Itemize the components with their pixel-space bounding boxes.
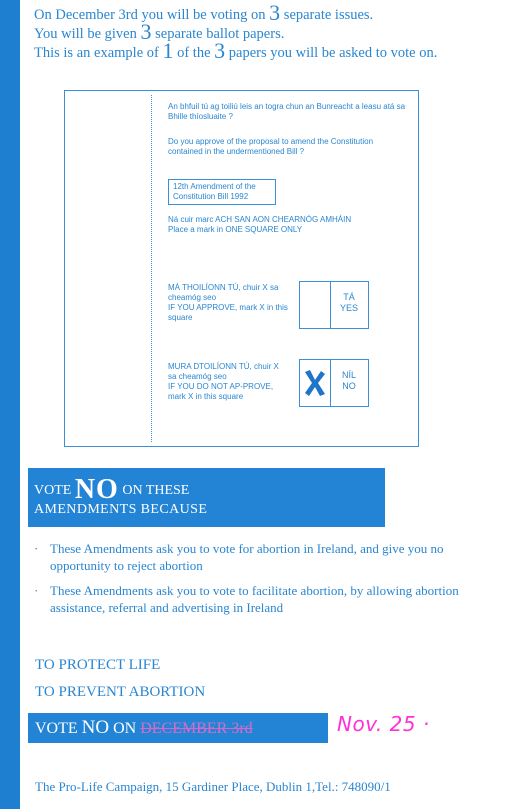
intro-line-2: You will be given 3 separate ballot papers. <box>34 19 285 44</box>
handwritten-date-annotation: Nov. 25 · <box>337 712 430 736</box>
campaign-footer: The Pro-Life Campaign, 15 Gardiner Place, Dublin 1,Tel.: 748090/1 <box>35 779 391 794</box>
ballot-yes-box <box>299 281 369 329</box>
banner-line-2: AMENDMENTS BECAUSE <box>34 502 208 517</box>
ballot-instructions: Ná cuir marc ACH SAN AON CHEARNÓG AMHÁIN Place a mark in ONE SQUARE ONLY <box>168 215 352 234</box>
intro-text <box>34 0 502 63</box>
reasons-list <box>34 540 494 624</box>
ballot-amendment-title: 12th Amendment of the Constitution Bill 1992 <box>168 179 276 205</box>
left-margin-bar <box>0 0 20 809</box>
list-item: · These Amendments ask you to vote for abortion in Ireland, and give you no opportunity to reject abortion <box>34 541 444 573</box>
banner-line-1: VOTE NO ON THESE <box>34 474 190 505</box>
yes-checkbox-square <box>300 282 331 328</box>
ballot-question-english: Do you approve of the proposal to amend the Constitution contained in the undermentioned Bill ? <box>168 137 374 156</box>
no-checkbox-square <box>300 360 331 406</box>
ballot-no-box <box>299 359 369 407</box>
intro-line-1: On December 3rd you will be voting on 3 separate issues. <box>34 0 374 25</box>
slogan-prevent-abortion: TO PREVENT ABORTION <box>35 684 206 700</box>
no-box-label: NÍL NO <box>341 370 356 391</box>
slogan-protect-life: TO PROTECT LIFE <box>35 657 161 673</box>
vote-no-banner <box>28 468 385 527</box>
ballot-perforation-line <box>151 95 152 442</box>
x-mark-icon <box>303 369 327 397</box>
ballot-question-irish: An bhfuil tú ag toiliú leis an togra chun an Bunreacht a leasu atá sa Bhille thíosluaite ? <box>168 102 406 121</box>
list-item: · These Amendments ask you to vote to facilitate abortion, by allowing abortion assistance, referral and advertising in Ireland <box>34 583 459 615</box>
ballot-yes-instruction: MÁ THOILÍONN TÚ, chuir X sa cheamóg seo IF YOU APPROVE, mark X in this square <box>168 283 288 322</box>
vote-no-date-bar: VOTE NO ON DECEMBER 3rd <box>28 713 328 743</box>
intro-line-3: This is an example of 1 of the 3 papers you will be asked to vote on. <box>34 38 438 63</box>
ballot-no-instruction: MURA DTOILÍONN TÚ, chuir X sa cheamóg seo IF YOU DO NOT AP-PROVE, mark X in this square <box>168 362 279 401</box>
bullet-icon: · <box>34 583 39 598</box>
struck-date: DECEMBER 3rd <box>140 720 253 737</box>
sample-ballot-paper <box>64 90 419 447</box>
bullet-icon: · <box>34 541 39 556</box>
yes-box-label: TÁ YES <box>339 292 358 313</box>
